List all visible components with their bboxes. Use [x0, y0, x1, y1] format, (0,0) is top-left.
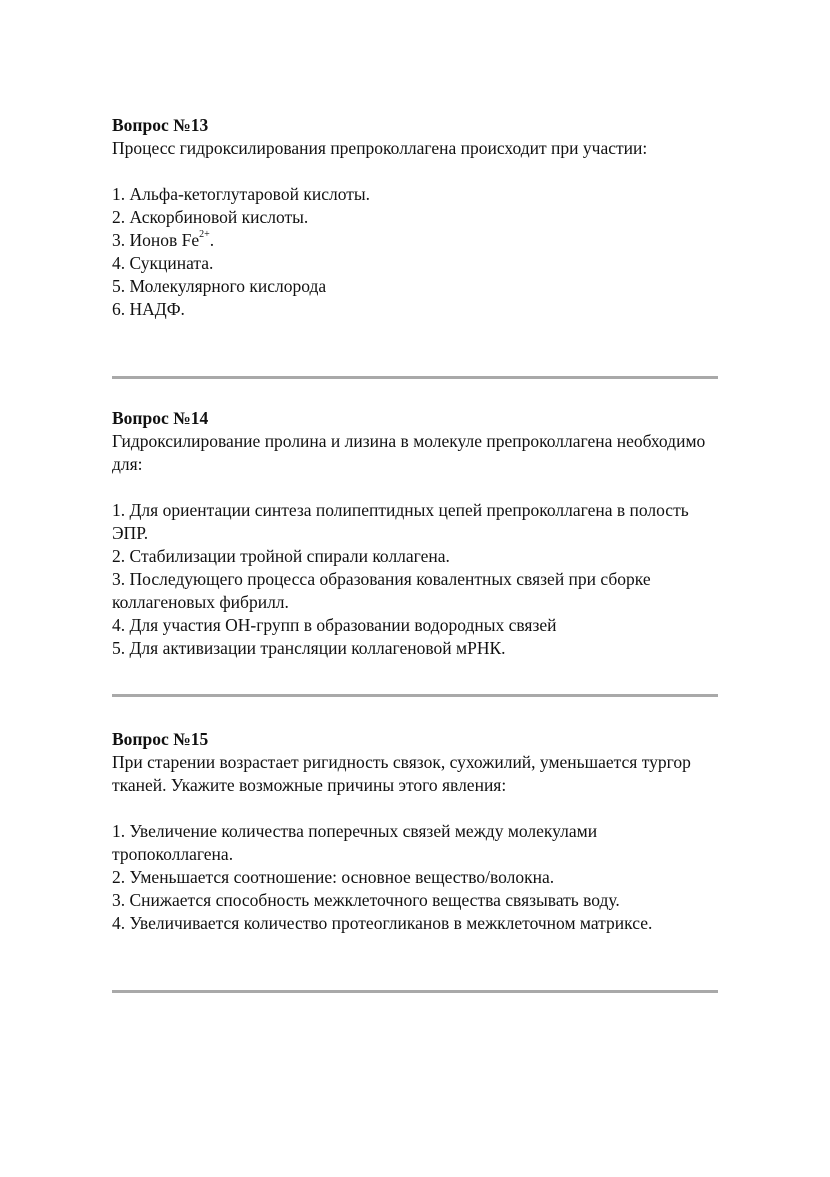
answer-list — [112, 183, 712, 321]
answer-item-with-superscript — [112, 229, 712, 252]
answer-item: 4. Для участия ОН-групп в образовании водородных связей — [112, 615, 557, 635]
question-title: Вопрос №14 — [112, 408, 209, 428]
answer-item: 4. Сукцината. — [112, 253, 214, 273]
answer-item: 3. Снижается способность межклеточного вещества связывать воду. — [112, 890, 620, 910]
answer-suffix: . — [209, 230, 215, 250]
answer-item: 4. Увеличивается количество протеогликанов в межклеточном матриксе. — [112, 913, 653, 933]
ion-charge-superscript: 2+ — [199, 229, 210, 241]
divider-line — [112, 990, 718, 993]
answer-item: 1. Для ориентации синтеза полипептидных цепей препроколлагена в полость ЭПР. — [112, 500, 689, 543]
divider-line — [112, 694, 718, 697]
answer-item: 5. Молекулярного кислорода — [112, 276, 327, 296]
question-title: Вопрос №15 — [112, 729, 209, 749]
answer-item: 1. Увеличение количества поперечных связей между молекулами тропоколлагена. — [112, 821, 598, 864]
question-text: При старении возрастает ригидность связок, сухожилий, уменьшается тургор тканей. Укажите возможные причины этого явления: — [112, 752, 691, 795]
answer-item: 5. Для активизации трансляции коллагеновой мРНК. — [112, 638, 506, 658]
question-15 — [112, 728, 712, 935]
question-text: Гидроксилирование пролина и лизина в молекуле препроколлагена необходимо для: — [112, 431, 706, 474]
answer-item: 6. НАДФ. — [112, 299, 185, 319]
answer-item: 2. Стабилизации тройной спирали коллагена. — [112, 546, 450, 566]
answer-item: 2. Аскорбиновой кислоты. — [112, 207, 309, 227]
question-text: Процесс гидроксилирования препроколлагена происходит при участии: — [112, 138, 648, 158]
question-13 — [112, 114, 712, 321]
answer-item: 2. Уменьшается соотношение: основное вещество/волокна. — [112, 867, 555, 887]
answer-list — [112, 499, 712, 660]
divider-line — [112, 376, 718, 379]
question-14 — [112, 407, 712, 660]
answer-list — [112, 820, 712, 935]
question-title: Вопрос №13 — [112, 115, 209, 135]
answer-item: 3. Последующего процесса образования ковалентных связей при сборке коллагеновых фибрилл. — [112, 569, 651, 612]
answer-item: 1. Альфа-кетоглутаровой кислоты. — [112, 184, 370, 204]
answer-text: 3. Ионов Fe — [112, 230, 200, 250]
